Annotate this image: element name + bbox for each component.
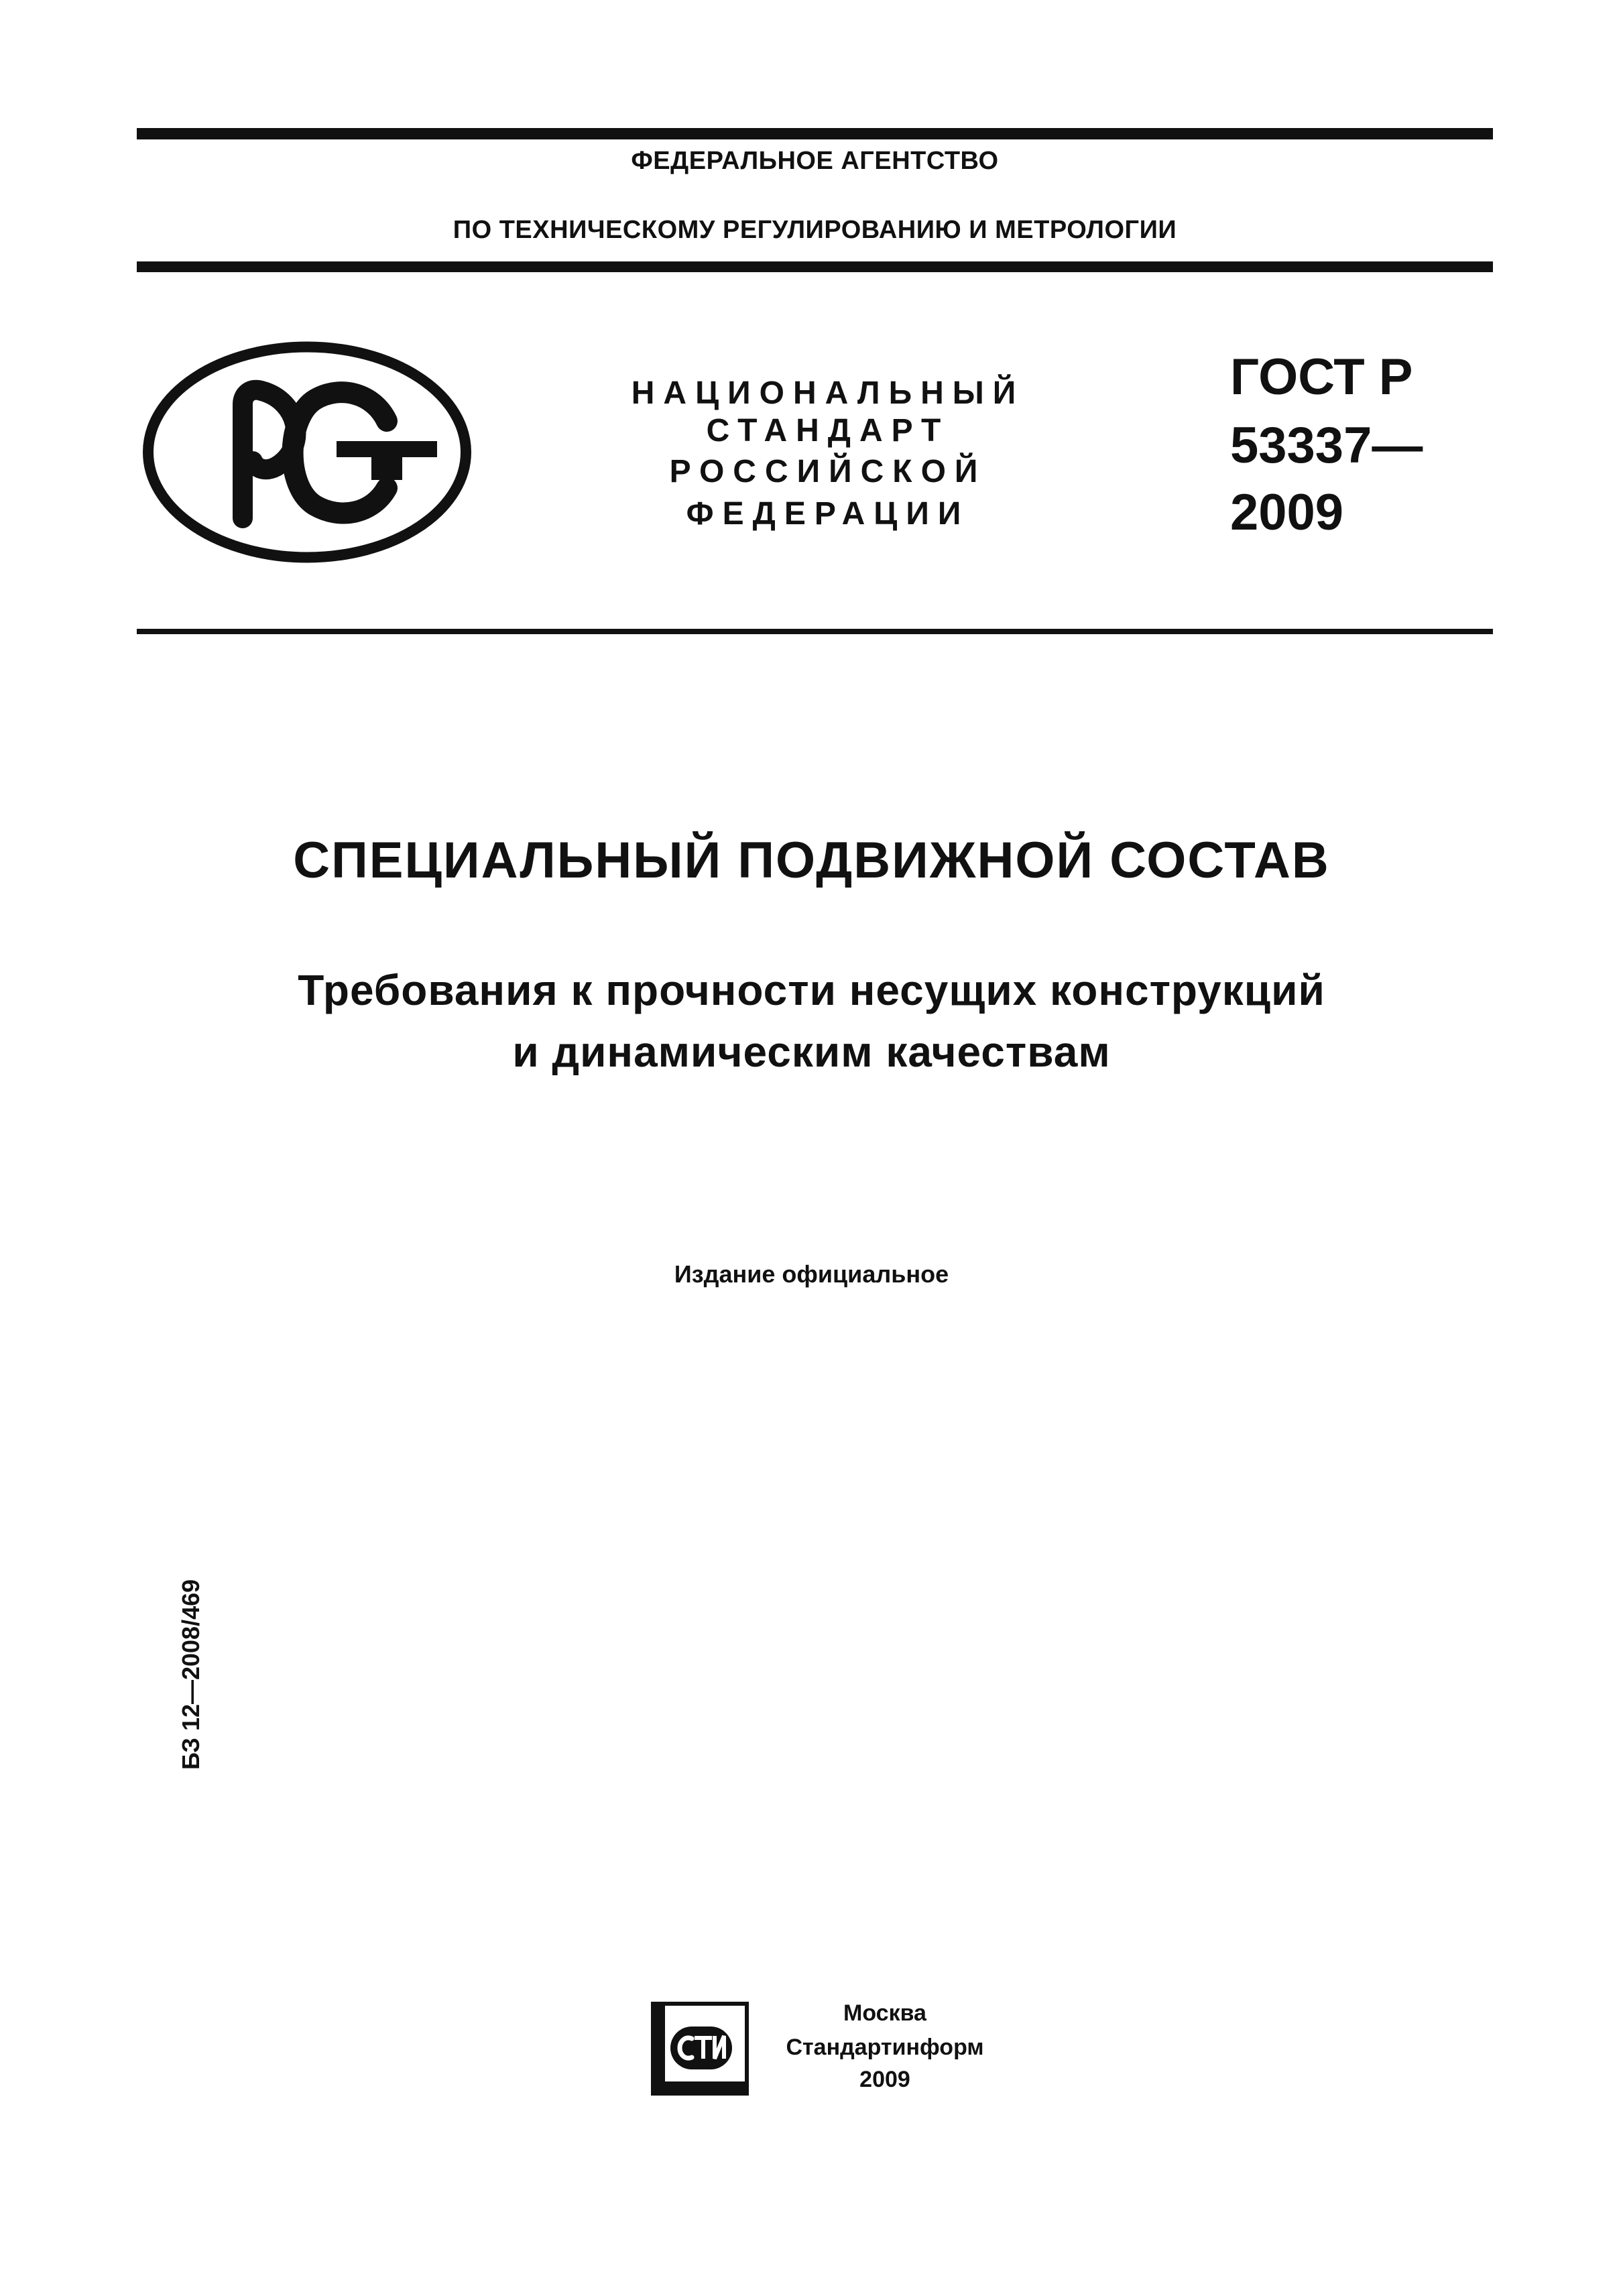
publication-year: 2009: [859, 2067, 910, 2092]
middle-rule: [137, 261, 1493, 272]
gost-designation-line-2: 53337—: [1230, 417, 1423, 474]
gost-designation-line-3: 2009: [1230, 484, 1344, 541]
document-subtitle-line-1: Требования к прочности несущих конструкций: [298, 966, 1325, 1014]
document-title: СПЕЦИАЛЬНЫЙ ПОДВИЖНОЙ СОСТАВ: [293, 832, 1330, 889]
national-standard-line-1: НАЦИОНАЛЬНЫЙ: [631, 375, 1025, 411]
standartinform-logo-icon: [650, 2001, 749, 2096]
gost-designation-line-1: ГОСТ Р: [1230, 349, 1413, 406]
national-standard-line-3: РОССИЙСКОЙ: [669, 454, 987, 489]
edition-label: Издание официальное: [674, 1260, 949, 1288]
rst-certification-mark-icon: [142, 341, 472, 564]
bottom-rule: [137, 629, 1493, 634]
document-subtitle-line-2: и динамическим качествам: [512, 1028, 1111, 1076]
publisher-city: Москва: [843, 2000, 926, 2026]
publisher-name: Стандартинформ: [786, 2035, 984, 2060]
national-standard-line-2: СТАНДАРТ: [706, 413, 950, 448]
side-registration-code: БЗ 12—2008/469: [177, 1579, 204, 1770]
agency-name-line-2: ПО ТЕХНИЧЕСКОМУ РЕГУЛИРОВАНИЮ И МЕТРОЛОГИИ: [453, 216, 1177, 244]
top-rule: [137, 128, 1493, 139]
agency-name-line-1: ФЕДЕРАЛЬНОЕ АГЕНТСТВО: [631, 147, 999, 175]
national-standard-line-4: ФЕДЕРАЦИИ: [686, 496, 970, 532]
